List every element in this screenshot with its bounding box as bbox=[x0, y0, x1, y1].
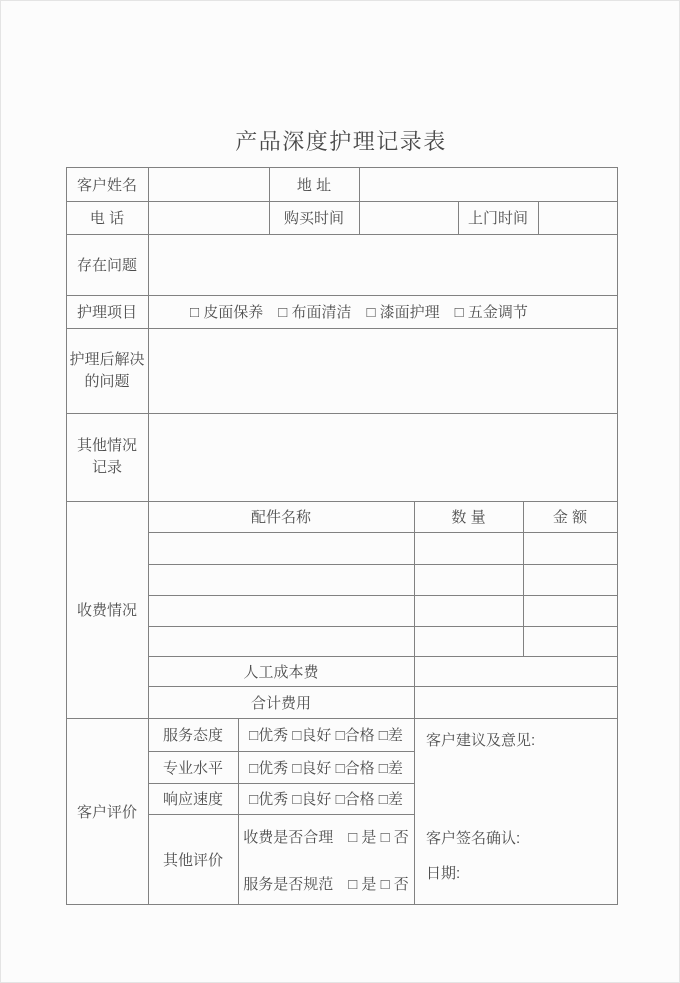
charges-section-label: 收费情况 bbox=[76, 602, 137, 619]
customer-name-label: 客户姓名 bbox=[76, 176, 137, 194]
customer-name-value-cell bbox=[148, 167, 269, 201]
care-items-checkbox-options: □ 皮面保养 □ 布面清洁 □ 漆面护理 □ 五金调节 bbox=[190, 304, 528, 321]
other-evaluation-label: 其他评价 bbox=[162, 851, 223, 869]
solved-problems-value-cell bbox=[148, 328, 617, 413]
evaluation-section-label: 客户评价 bbox=[76, 803, 137, 821]
existing-problems-label: 存在问题 bbox=[76, 257, 137, 274]
charge-blank-row bbox=[148, 564, 617, 595]
charge-blank-row bbox=[148, 595, 617, 626]
charges-col-parts: 配件名称 bbox=[250, 509, 311, 526]
charges-col-amount: 金 额 bbox=[552, 509, 588, 526]
service-standard-checkbox-line: 服务是否规范 □ 是 □ 否 bbox=[243, 875, 409, 893]
charge-blank-row bbox=[148, 626, 617, 656]
grid-line bbox=[617, 167, 618, 905]
phone-value-cell bbox=[148, 201, 269, 234]
date-label: 日期: bbox=[426, 864, 461, 882]
purchase-time-label: 购买时间 bbox=[283, 210, 344, 227]
professional-level-checkbox-options: □优秀 □良好 □合格 □差 bbox=[249, 759, 403, 777]
solved-problems-label-line2: 的问题 bbox=[84, 372, 130, 390]
solved-problems-label-line1: 护理后解决 bbox=[69, 350, 145, 368]
total-cost-value-cell bbox=[414, 686, 617, 718]
phone-label: 电 话 bbox=[89, 210, 125, 227]
visit-time-label: 上门时间 bbox=[467, 210, 528, 227]
other-records-value-cell bbox=[148, 413, 617, 501]
visit-time-value-cell bbox=[538, 201, 617, 234]
care-items-label: 护理项目 bbox=[76, 304, 137, 321]
address-label: 地 址 bbox=[296, 176, 332, 194]
customer-signature-label: 客户签名确认: bbox=[426, 829, 521, 847]
labor-cost-value-cell bbox=[414, 656, 617, 686]
charge-blank-row bbox=[148, 532, 617, 564]
page-title: 产品深度护理记录表 bbox=[235, 129, 447, 154]
labor-cost-label: 人工成本费 bbox=[243, 663, 319, 681]
other-records-label-line1: 其他情况 bbox=[76, 437, 137, 454]
charges-col-quantity: 数 量 bbox=[451, 509, 486, 526]
solved-problems-label bbox=[66, 328, 148, 413]
other-records-label bbox=[66, 413, 148, 501]
professional-level-label: 专业水平 bbox=[162, 759, 223, 777]
service-attitude-checkbox-options: □优秀 □良好 □合格 □差 bbox=[249, 727, 403, 744]
other-records-label-line2: 记录 bbox=[91, 459, 122, 476]
service-attitude-label: 服务态度 bbox=[162, 727, 223, 744]
purchase-time-value-cell bbox=[359, 201, 458, 234]
response-speed-checkbox-options: □优秀 □良好 □合格 □差 bbox=[249, 791, 403, 808]
fee-reasonable-checkbox-line: 收费是否合理 □ 是 □ 否 bbox=[243, 828, 409, 846]
response-speed-label: 响应速度 bbox=[162, 791, 223, 808]
total-cost-label: 合计费用 bbox=[250, 694, 311, 712]
address-value-cell bbox=[359, 167, 617, 201]
existing-problems-value-cell bbox=[148, 234, 617, 295]
customer-suggestions-label: 客户建议及意见: bbox=[426, 731, 536, 749]
